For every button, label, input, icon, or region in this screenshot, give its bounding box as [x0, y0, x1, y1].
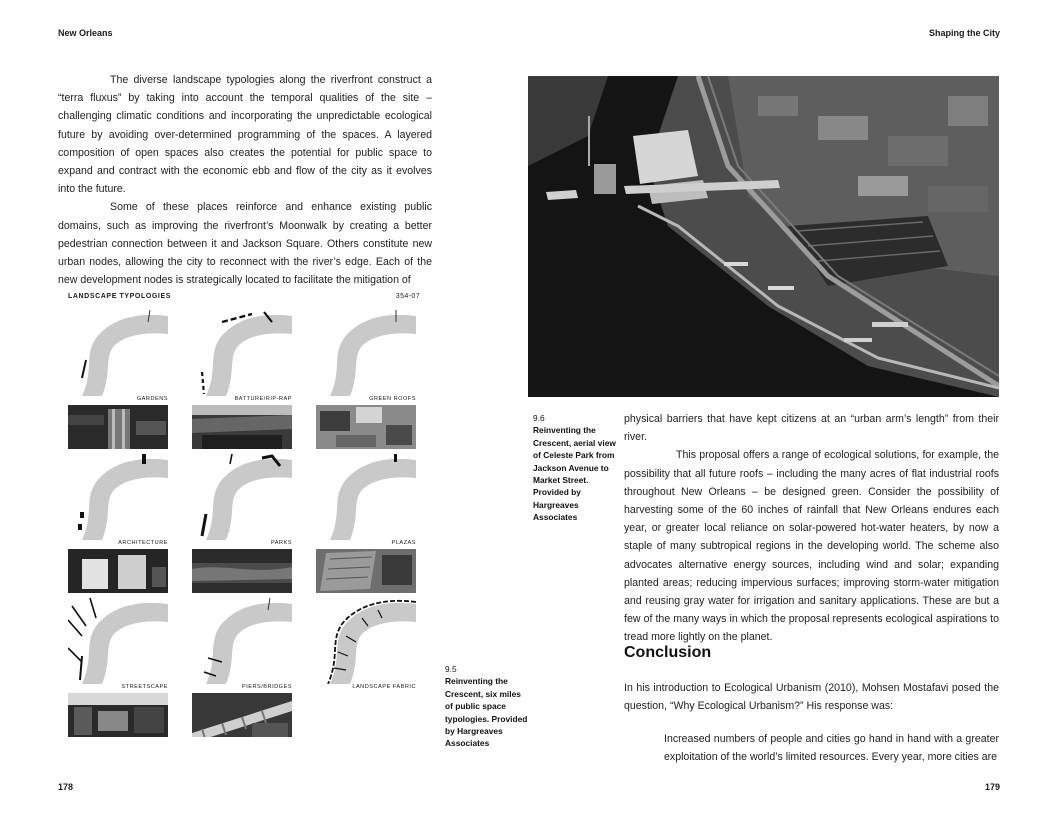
river-crescent-map	[316, 308, 416, 396]
typology-tile-green-roofs	[316, 308, 416, 445]
typology-label: STREETSCAPE	[121, 684, 168, 690]
paragraph: In his introduction to Ecological Urbanism (2010), Mohsen Mostafavi posed the question, “Why Ecological Urbanism?” His response was:	[624, 682, 999, 713]
river-crescent-map	[192, 308, 292, 396]
conclusion-text	[624, 679, 999, 715]
paragraph: The diverse landscape typologies along the riverfront construct a “terra fluxus” by taking into account the temporal qualities of the site – challenging climatic conditions and incorporating the unpredictable ecological future by avoiding over-determined programming of the spaces. A layered composition of open spaces also creates the potential for public space to expand and contract with the economic ebb and flow of the city as it evolves into the future.	[58, 74, 432, 196]
typology-label: BATTURE/RIP-RAP	[234, 396, 292, 402]
caption-text: Reinventing the Crescent, six miles of public space typologies. Provided by Hargreaves Associates	[445, 676, 528, 749]
paragraph: Some of these places reinforce and enhance existing public domains, such as improving the riverfront’s Moonwalk by creating a better pedestrian connection between it and Jackson Square. Others constitute new urban nodes, allowing the city to reconnect with the river’s edge. Each of the new development nodes is strategically located to facilitate the mitigation of	[58, 201, 432, 287]
typology-photo	[68, 693, 168, 737]
figure-caption-9-6	[533, 412, 619, 524]
page-number-left: 178	[58, 782, 74, 792]
river-crescent-map	[316, 452, 416, 540]
river-crescent-map	[192, 452, 292, 540]
figure-caption-9-5	[445, 663, 531, 750]
left-body-text	[58, 71, 432, 289]
typology-photo	[68, 405, 168, 449]
typology-photo	[192, 693, 292, 737]
typology-label: GARDENS	[136, 396, 168, 402]
typology-tile-parks	[192, 452, 292, 589]
running-head-left: New Orleans	[58, 28, 113, 38]
section-heading-conclusion: Conclusion	[624, 644, 712, 661]
typology-tile-gardens	[68, 308, 168, 445]
typology-photo	[68, 549, 168, 593]
typology-photo	[192, 549, 292, 593]
typology-tile-streetscape	[68, 596, 168, 733]
paragraph: physical barriers that have kept citizens at an “urban arm’s length” from their river.	[624, 413, 999, 444]
typology-tile-plazas	[316, 452, 416, 589]
river-crescent-map	[68, 596, 168, 684]
caption-text: Reinventing the Crescent, aerial view of Celeste Park from Jackson Avenue to Market Street. Provided by Hargreaves Associates	[533, 425, 616, 523]
typology-label: LANDSCAPE FABRIC	[352, 684, 416, 690]
block-quote	[664, 730, 999, 766]
running-head-right: Shaping the City	[928, 28, 1000, 38]
typology-tile-batture	[192, 308, 292, 445]
figure-title: LANDSCAPE TYPOLOGIES	[68, 293, 172, 300]
typology-tile-architecture	[68, 452, 168, 589]
aerial-photo-illustration	[528, 76, 999, 397]
right-body-text	[624, 410, 999, 647]
typology-tile-landscape-fabric	[316, 596, 416, 733]
quote-text: Increased numbers of people and cities go hand in hand with a greater exploitation of the world’s limited resources. Every year, more cities are	[664, 733, 999, 764]
figure-code: 354-07	[395, 293, 420, 300]
river-crescent-map	[68, 308, 168, 396]
typology-label: GREEN ROOFS	[369, 396, 416, 402]
caption-number: 9.6	[533, 413, 545, 423]
landscape-typologies-figure	[64, 290, 424, 760]
paragraph: This proposal offers a range of ecological solutions, for example, the possibility that all future roofs – including the many acres of flat industrial roofs throughout New Orleans – be designed green. Consider the possibility of harvesting some of the 60 inches of rainfall that New Orleans endures each year, or greater local reliance on solar-powered hot-water heaters, by now a staple of many subtropical regions in the developing world. The scheme also advocates alternative energy sources, including wind and solar; expanding planted areas; reducing impervious surfaces; improving storm-water mitigation and reusing gray water for irrigation and sanitary applications. These are but a few of the many ways in which the proposal represents ecological aspirations to tread more lightly on the planet.	[624, 449, 999, 644]
typology-photo	[192, 405, 292, 449]
typology-label: PLAZAS	[391, 540, 416, 546]
caption-number: 9.5	[445, 664, 457, 674]
aerial-photo	[528, 76, 999, 397]
typology-tile-piers-bridges	[192, 596, 292, 733]
river-crescent-map	[316, 596, 416, 684]
typology-label: PARKS	[270, 540, 292, 546]
typology-photo	[316, 549, 416, 593]
page-number-right: 179	[984, 782, 1000, 792]
river-crescent-map	[68, 452, 168, 540]
river-crescent-map	[192, 596, 292, 684]
right-page	[528, 0, 1056, 816]
typology-label: ARCHITECTURE	[118, 540, 168, 546]
typology-photo	[316, 405, 416, 449]
typology-label: PIERS/BRIDGES	[241, 684, 292, 690]
